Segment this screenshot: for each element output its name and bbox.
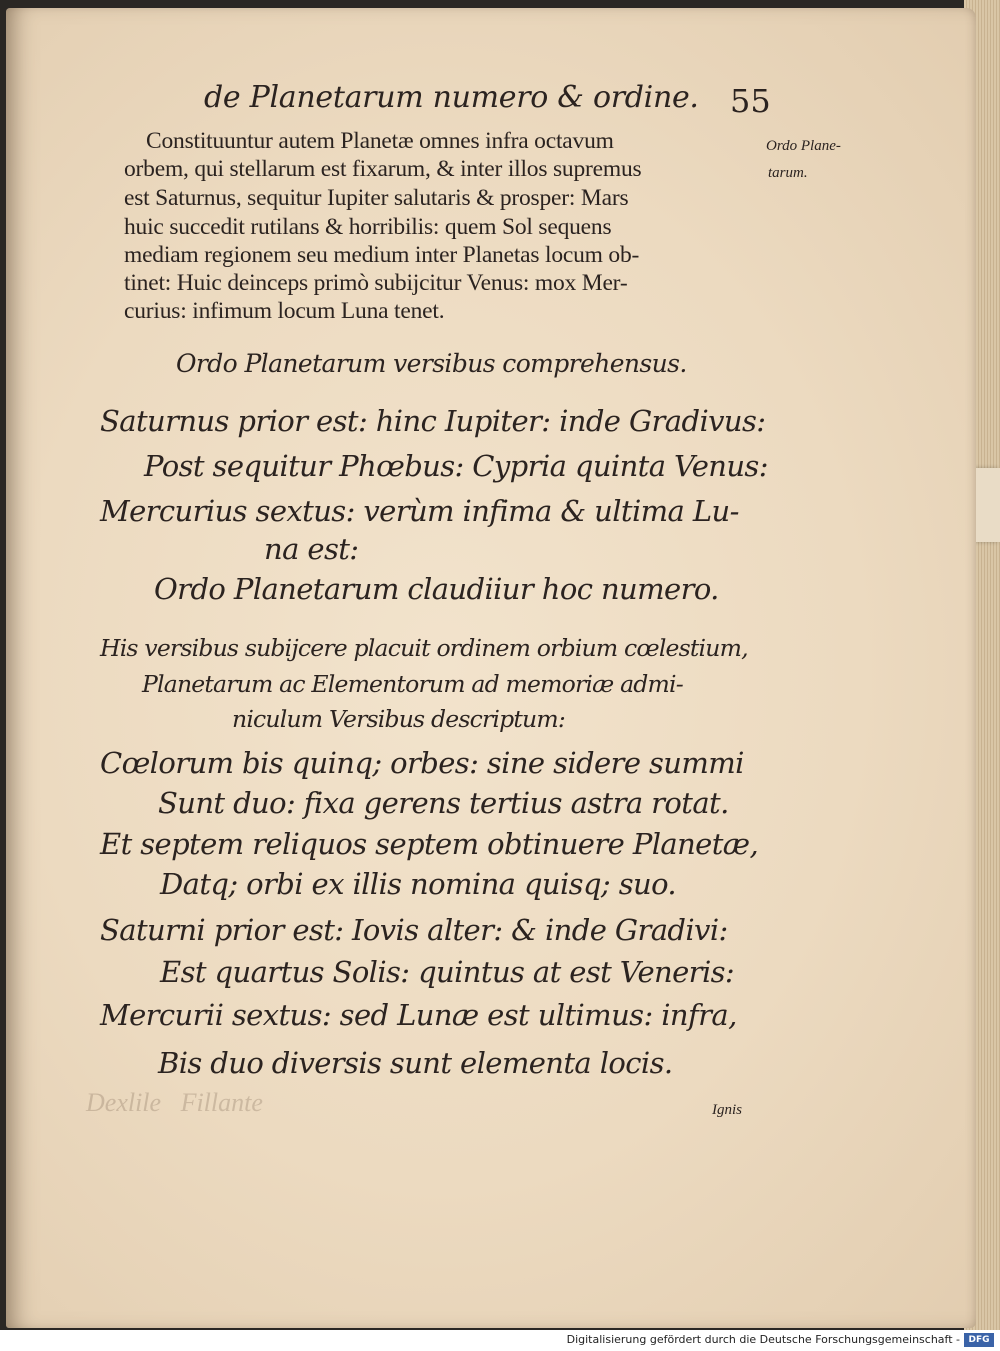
verse-line: Sunt duo: fixa gerens tertius astra rotat. — [158, 786, 729, 820]
prose-line: est Saturnus, sequitur Iupiter salutaris & prosper: Mars — [124, 185, 629, 211]
prose-line: huic succedit rutilans & horribilis: quem Sol sequens — [124, 214, 612, 240]
prose-line: mediam regionem seu medium inter Planetas locum ob- — [124, 242, 640, 268]
verse-line: Cœlorum bis quinq; orbes: sine sidere summi — [100, 746, 744, 780]
running-head: de Planetarum numero & ordine. — [204, 80, 699, 115]
prose-line: curius: infimum locum Luna tenet. — [124, 298, 445, 324]
verse-line: Ordo Planetarum claudiiur hoc numero. — [154, 572, 719, 606]
verse-line: na est: — [264, 532, 359, 566]
verse-line: Mercurius sextus: verùm infima & ultima Lu- — [100, 494, 739, 528]
page-number: 55 — [730, 82, 771, 120]
verse-line: Post sequitur Phœbus: Cypria quinta Venus: — [144, 449, 768, 483]
verse-line: Bis duo diversis sunt elementa locis. — [158, 1046, 673, 1080]
prose-line: orbem, qui stellarum est fixarum, & inter illos supremus — [124, 156, 642, 182]
margin-note-line: tarum. — [768, 165, 808, 181]
prose-line: Constituuntur autem Planetæ omnes infra octavum — [146, 128, 614, 154]
verse-line: Saturnus prior est: hinc Iupiter: inde Gradivus: — [100, 404, 766, 438]
verse-line: Et septem reliquos septem obtinuere Planetæ, — [100, 827, 759, 861]
margin-note-line: Ordo Plane- — [766, 138, 841, 154]
verse-line: Datq; orbi ex illis nomina quisq; suo. — [160, 867, 677, 901]
prose-line: tinet: Huic deinceps primò subijcitur Venus: mox Mer- — [124, 270, 628, 296]
verse-line: Mercurii sextus: sed Lunæ est ultimus: infra, — [100, 998, 737, 1032]
verse-line: Saturni prior est: Iovis alter: & inde Gradivi: — [100, 913, 728, 947]
catchword: Ignis — [712, 1102, 742, 1118]
verse-line: Est quartus Solis: quintus at est Veneris: — [160, 955, 735, 989]
footer-credit: Digitalisierung gefördert durch die Deutsche Forschungsgemeinschaft - — [566, 1333, 960, 1346]
intro-line: Planetarum ac Elementorum ad memoriæ admi- — [142, 670, 683, 698]
intro-line: His versibus subijcere placuit ordinem orbium cœlestium, — [100, 634, 748, 662]
footer-bar — [0, 1330, 1000, 1351]
show-through-text: Dexlile Fillante — [86, 1088, 263, 1117]
subheading: Ordo Planetarum versibus comprehensus. — [176, 349, 687, 378]
dfg-logo: DFG — [964, 1333, 994, 1347]
intro-line: niculum Versibus descriptum: — [232, 705, 565, 733]
